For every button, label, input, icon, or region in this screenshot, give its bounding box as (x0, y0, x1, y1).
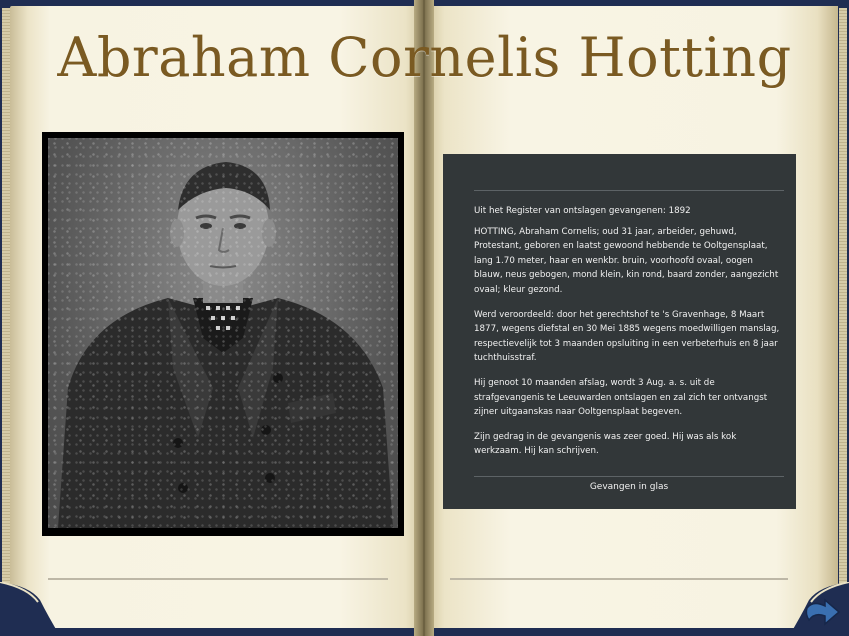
book-spine (414, 0, 434, 636)
panel-paragraph-sentence: Werd veroordeeld: door het gerechtshof te 's Gravenhage, 8 Maart 1877, wegens diefstal en 30 Mei 1885 wegens moedwilligen manslag, respectievelijk tot 3 maanden opsluiting in een verbeterhuis en 8 jaar tuchthuisstraf. (474, 309, 780, 364)
panel-body (474, 204, 784, 469)
page-edges-left (2, 8, 10, 626)
panel-footer-credit: Gevangen in glas (589, 482, 669, 492)
page-title: Abraham Cornelis Hotting (57, 26, 792, 89)
portrait-frame (42, 132, 404, 536)
panel-bottom-divider (474, 476, 784, 477)
panel-paragraph-conduct: Zijn gedrag in de gevangenis was zeer goed. Hij was als kok werkzaam. Hij kan schrijven. (474, 431, 737, 457)
page-edges-right (839, 8, 847, 626)
page-corner-left-icon (0, 582, 60, 636)
panel-heading: Uit het Register van ontslagen gevangenen: 1892 (474, 206, 691, 216)
photo-grain (48, 138, 398, 528)
left-page-footer-line (48, 578, 388, 580)
panel-top-divider (474, 190, 784, 191)
register-text-panel (443, 154, 796, 509)
curved-arrow-right-icon[interactable] (803, 596, 843, 630)
panel-paragraph-description: HOTTING, Abraham Cornelis; oud 31 jaar, arbeider, gehuwd, Protestant, geboren en laatst gewoond hebbende te Ooltgensplaat, lang 1.70 meter, haar en wenkbr. bruin, voorhoofd ovaal, oogen blauw, neus gebogen, mond klein, kin rond, baard zonder, aangezicht ovaal; kleur gezond. (474, 226, 779, 295)
portrait-photo (48, 138, 398, 528)
panel-paragraph-release: Hij genoot 10 maanden afslag, wordt 3 Aug. a. s. uit de strafgevangenis te Leeuwarden ontslagen en zal zich ter ontvangst zijner uitgaanskas naar Ooltgensplaat begeven. (474, 377, 768, 418)
right-page-footer-line (450, 578, 788, 580)
